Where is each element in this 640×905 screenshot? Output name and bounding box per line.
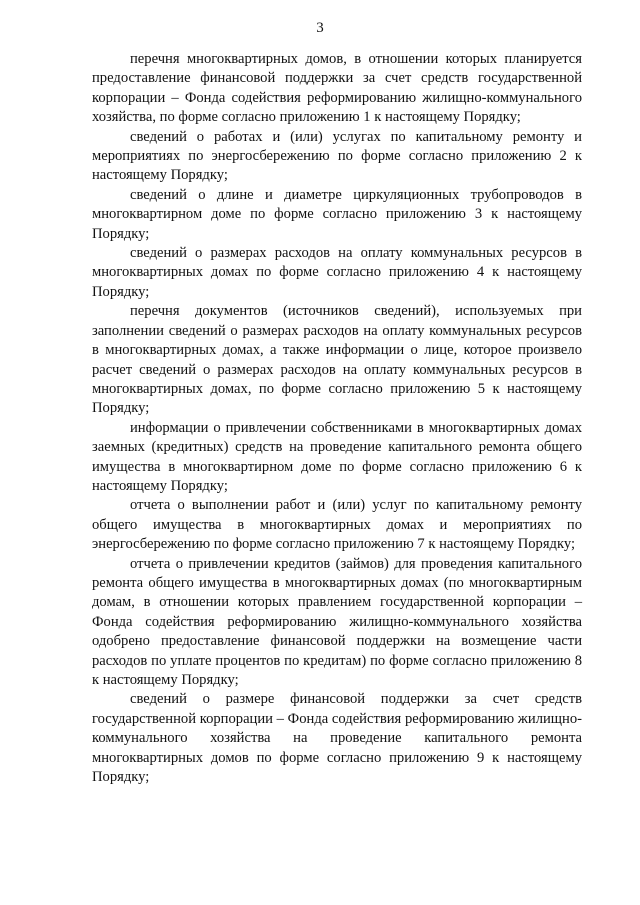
paragraph-appendix-8: отчета о привлечении кредитов (займов) для проведения капитального ремонта общего имущества в многоквартирных домах (по многоквартирным домам, в отношении которых правлением государственной корпорации – Фонда содействия реформированию жилищно-коммунального хозяйства одобрено предоставление финансовой поддержки на возмещение части расходов по уплате процентов по кредитам) по форме согласно приложению 8 к настоящему Порядку; — [92, 555, 582, 688]
paragraph-appendix-1: перечня многоквартирных домов, в отношении которых планируется предоставление финансовой поддержки за счет средств государственной корпорации – Фонда содействия реформированию жилищно-коммунального хозяйства, по форме согласно приложению 1 к настоящему Порядку; — [92, 51, 582, 126]
page-number: 3 — [316, 20, 324, 36]
paragraph-appendix-3: сведений о длине и диаметре циркуляционных трубопроводов в многоквартирном доме по форме согласно приложению 3 к настоящему Порядку; — [92, 186, 582, 242]
paragraph-appendix-5: перечня документов (источников сведений), используемых при заполнении сведений о размерах расходов на оплату коммунальных ресурсов в многоквартирных домах, а также информации о лице, которое произвело расчет сведений о размерах расходов на оплату коммунальных ресурсов в многоквартирных домах, по форме согласно приложению 5 к настоящему Порядку; — [92, 303, 582, 417]
paragraph-appendix-6: информации о привлечении собственниками в многоквартирных домах заемных (кредитных) средств на проведение капитального ремонта общего имущества в многоквартирном доме по форме согласно приложению 6 к настоящему Порядку; — [92, 419, 582, 494]
paragraph-appendix-7: отчета о выполнении работ и (или) услуг по капитальному ремонту общего имущества в многоквартирных домах и мероприятиях по энергосбережению по форме согласно приложению 7 к настоящему Порядку; — [92, 497, 582, 553]
document-body — [92, 50, 582, 787]
paragraph-appendix-9: сведений о размере финансовой поддержки за счет средств государственной корпорации – Фонда содействия реформированию жилищно-коммунального хозяйства на проведение капитального ремонта многоквартирных домов по форме согласно приложению 9 к настоящему Порядку; — [92, 691, 582, 786]
paragraph-appendix-2: сведений о работах и (или) услугах по капитальному ремонту и мероприятиях по энергосбережению по форме согласно приложению 2 к настоящему Порядку; — [92, 128, 582, 184]
paragraph-appendix-4: сведений о размерах расходов на оплату коммунальных ресурсов в многоквартирных домах по форме согласно приложению 4 к настоящему Порядку; — [92, 245, 582, 300]
